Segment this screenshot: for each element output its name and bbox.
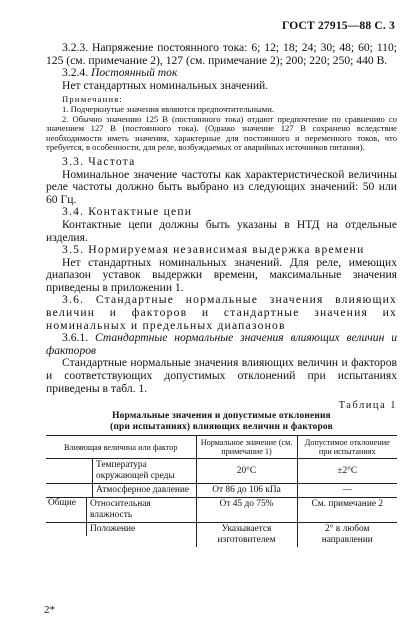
table-cell-tolerance: — <box>297 484 397 498</box>
table-cell-tolerance: См. примечание 2 <box>297 498 397 523</box>
table-title-line-1: Нормальные значения и допустимые отклонения <box>112 411 331 422</box>
note-2: 2. Обычно значению 125 В (постоянного тока) отдают предпочтение по сравнению со значением 127 В (постоянного тока). (Однако значение 127 В сохранено вследствие необходимости иметь значения, характерные для постоянного и переменного токов, что требуется, в особенности, для реле, возбуждаемых от аварийных источников питания). <box>46 113 397 153</box>
paragraph-3-5: Нет стандартных номинальных значений. Для реле, имеющих диапазон уставок выдержки времени, максимальные значения приведены в приложении 1. <box>46 255 397 294</box>
paragraph-3-3: Номинальное значение частоты как характеристической величины реле частоты должно быть выбрано из следующих значений: 50 или 60 Гц. <box>46 167 397 206</box>
table-caption: Таблица 1 <box>338 400 397 412</box>
table-1 <box>46 435 397 547</box>
column-header-value: Нормальное значение (см. примечание 1) <box>196 436 297 459</box>
table-cell-factor: Температура окружающей среды <box>92 459 196 483</box>
table-cell-tolerance: 2° в любом направлении <box>297 523 397 548</box>
heading-3-4: 3.4. Контактные цепи <box>62 205 193 219</box>
heading-3-5: 3.5. Нормируемая независимая выдержка времени <box>62 243 365 257</box>
paragraph-3-2-4: Нет стандартных номинальных значений. <box>62 78 269 92</box>
paragraph-3-2-3: 3.2.3. Напряжение постоянного тока: 6; 12; 18; 24; 30; 48; 60; 110; 125 (см. примечание 2), 127 (см. примечание 2); 200; 220; 250; 440 В. <box>46 41 397 67</box>
heading-3-2-4-number: 3.2.4. <box>62 66 89 80</box>
column-header-factor: Влияющая величина или фактор <box>46 436 196 459</box>
page-header: ГОСТ 27915—88 С. 3 <box>282 20 395 32</box>
table-title-line-2: (при испытаниях) влияющих величин и факторов <box>110 421 333 432</box>
heading-3-6: 3.6. Стандартные нормальные значения влияющих величин и факторов и стандартные значения их номинальных и предельных диапазонов <box>46 293 397 332</box>
table-cell-factor: Атмосферное давление <box>92 484 196 497</box>
paragraph-3-4: Контактные цепи должны быть указаны в НТД на отдельные изделия. <box>46 217 397 244</box>
paragraph-3-6-1: Стандартные нормальные значения влияющих величин и факторов и соответствующих допустимых отклонений при испытаниях приведены в табл. 1. <box>46 356 397 395</box>
column-header-tolerance: Допустимое отклонение при испытаниях <box>297 436 397 459</box>
notes-title: Примечания: <box>62 94 124 105</box>
heading-3-2-4 <box>46 67 397 80</box>
table-cell-value: От 45 до 75% <box>196 498 297 523</box>
table-cell-value: Указывается изготовителем <box>196 523 297 548</box>
table-cell-tolerance: ±2°C <box>297 459 397 484</box>
table-row <box>46 498 397 523</box>
note-1: 1. Подчеркнутые значения являются предпочтительными. <box>62 103 274 114</box>
table-cell-factor: Положение <box>86 523 196 536</box>
table-cell-value: От 86 до 106 кПа <box>196 484 297 498</box>
table-row <box>46 459 397 484</box>
table-cell-factor: Относительная влажность <box>86 498 196 522</box>
table-cell-value: 20°C <box>196 459 297 484</box>
table-row <box>46 523 397 548</box>
heading-3-2-4-title: Постоянный ток <box>91 66 178 80</box>
table-row <box>46 484 397 498</box>
heading-3-6-1-title: Стандартные нормальные значения влияющих величин и факторов <box>46 331 398 357</box>
table-header-row <box>46 436 397 459</box>
table-group-label: Общие <box>48 498 76 509</box>
heading-3-6-1-number: 3.6.1. <box>62 331 89 345</box>
heading-3-3: 3.3. Частота <box>62 154 136 168</box>
page-mark: 2* <box>44 604 55 616</box>
heading-3-6-1 <box>46 332 397 357</box>
document-body <box>46 42 397 547</box>
